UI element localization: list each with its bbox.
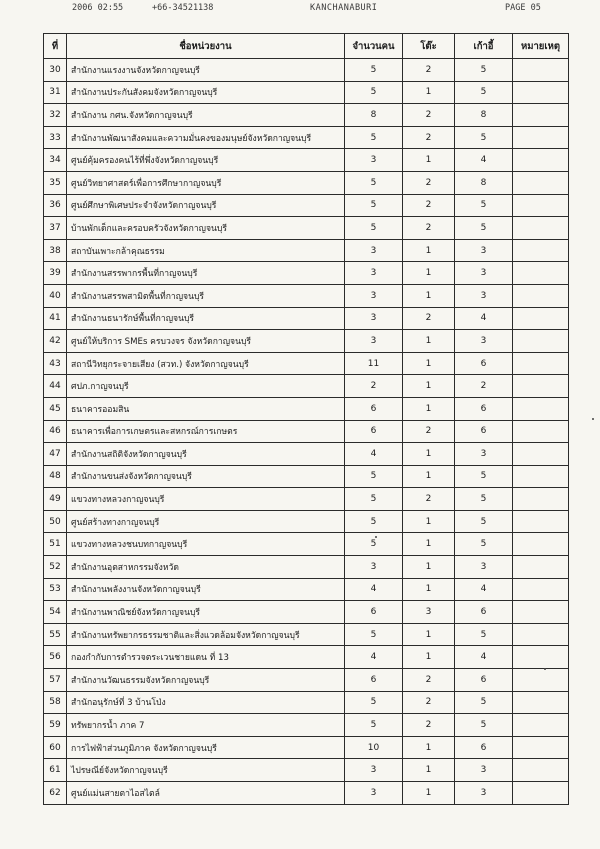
cell-agency-name: แขวงทางหลวงกาญจนบุรี — [67, 488, 345, 511]
cell-remarks — [513, 669, 569, 692]
cell-tables: 1 — [403, 239, 455, 262]
cell-agency-name: สำนักงานสรรพากรพื้นที่กาญจนบุรี — [67, 262, 345, 285]
cell-tables: 2 — [403, 194, 455, 217]
cell-chairs: 5 — [455, 510, 513, 533]
cell-agency-name: กองกำกับการตำรวจตระเวนชายแดน ที่ 13 — [67, 646, 345, 669]
cell-no: 61 — [44, 759, 67, 782]
cell-chairs: 3 — [455, 330, 513, 353]
cell-people: 6 — [345, 397, 403, 420]
cell-agency-name: สำนักงานประกันสังคมจังหวัดกาญจนบุรี — [67, 81, 345, 104]
cell-chairs: 5 — [455, 217, 513, 240]
cell-no: 44 — [44, 375, 67, 398]
cell-agency-name: สำนักอนุรักษ์ที่ 3 บ้านโป่ง — [67, 691, 345, 714]
cell-remarks — [513, 465, 569, 488]
cell-people: 5 — [345, 465, 403, 488]
cell-agency-name: สำนักงานพัฒนาสังคมและความมั่นคงของมนุษย์จังหวัดกาญจนบุรี — [67, 126, 345, 149]
cell-no: 52 — [44, 556, 67, 579]
table-row — [44, 104, 569, 127]
cell-agency-name: แขวงทางหลวงชนบทกาญจนบุรี — [67, 533, 345, 556]
cell-no: 36 — [44, 194, 67, 217]
table-row — [44, 397, 569, 420]
cell-remarks — [513, 488, 569, 511]
cell-chairs: 3 — [455, 239, 513, 262]
cell-no: 35 — [44, 171, 67, 194]
cell-people: 3 — [345, 284, 403, 307]
cell-no: 40 — [44, 284, 67, 307]
table-row — [44, 262, 569, 285]
cell-remarks — [513, 601, 569, 624]
cell-chairs: 3 — [455, 284, 513, 307]
cell-remarks — [513, 759, 569, 782]
cell-chairs: 6 — [455, 601, 513, 624]
cell-tables: 1 — [403, 736, 455, 759]
cell-remarks — [513, 352, 569, 375]
cell-agency-name: ไปรษณีย์จังหวัดกาญจนบุรี — [67, 759, 345, 782]
cell-chairs: 2 — [455, 375, 513, 398]
cell-agency-name: ทรัพยากรน้ำ ภาค 7 — [67, 714, 345, 737]
cell-tables: 2 — [403, 714, 455, 737]
cell-no: 55 — [44, 623, 67, 646]
column-header-remarks: หมายเหตุ — [513, 34, 569, 59]
table-row — [44, 217, 569, 240]
cell-tables: 2 — [403, 217, 455, 240]
cell-agency-name: ศูนย์ให้บริการ SMEs ครบวงจร จังหวัดกาญจนบุรี — [67, 330, 345, 353]
cell-tables: 1 — [403, 533, 455, 556]
column-header-tables: โต๊ะ — [403, 34, 455, 59]
table-row — [44, 510, 569, 533]
cell-chairs: 5 — [455, 533, 513, 556]
cell-people: 5 — [345, 691, 403, 714]
table-row — [44, 149, 569, 172]
cell-agency-name: สำนักงานพลังงานจังหวัดกาญจนบุรี — [67, 578, 345, 601]
cell-people: 2 — [345, 375, 403, 398]
cell-remarks — [513, 782, 569, 805]
cell-agency-name: สำนักงานแรงงานจังหวัดกาญจนบุรี — [67, 59, 345, 82]
cell-people: 5 — [345, 714, 403, 737]
cell-agency-name: ศูนย์สร้างทางกาญจนบุรี — [67, 510, 345, 533]
cell-tables: 1 — [403, 510, 455, 533]
cell-agency-name: สำนักงานสรรพสามิตพื้นที่กาญจนบุรี — [67, 284, 345, 307]
cell-tables: 1 — [403, 759, 455, 782]
cell-tables: 1 — [403, 578, 455, 601]
cell-remarks — [513, 420, 569, 443]
cell-no: 49 — [44, 488, 67, 511]
cell-people: 5 — [345, 510, 403, 533]
cell-agency-name: บ้านพักเด็กและครอบครัวจังหวัดกาญจนบุรี — [67, 217, 345, 240]
cell-agency-name: สถานีวิทยุกระจายเสียง (สวท.) จังหวัดกาญจนบุรี — [67, 352, 345, 375]
table-body — [44, 59, 569, 805]
cell-tables: 2 — [403, 307, 455, 330]
cell-tables: 1 — [403, 465, 455, 488]
cell-chairs: 5 — [455, 126, 513, 149]
cell-people: 3 — [345, 307, 403, 330]
cell-people: 3 — [345, 782, 403, 805]
cell-tables: 2 — [403, 59, 455, 82]
cell-people: 3 — [345, 239, 403, 262]
cell-chairs: 3 — [455, 443, 513, 466]
cell-no: 43 — [44, 352, 67, 375]
cell-no: 42 — [44, 330, 67, 353]
cell-remarks — [513, 646, 569, 669]
cell-tables: 1 — [403, 262, 455, 285]
cell-remarks — [513, 284, 569, 307]
cell-chairs: 6 — [455, 420, 513, 443]
cell-remarks — [513, 578, 569, 601]
cell-remarks — [513, 59, 569, 82]
cell-chairs: 4 — [455, 646, 513, 669]
cell-remarks — [513, 217, 569, 240]
cell-remarks — [513, 239, 569, 262]
table-row — [44, 465, 569, 488]
cell-no: 30 — [44, 59, 67, 82]
fax-location: KANCHANABURI — [310, 3, 378, 13]
cell-tables: 2 — [403, 488, 455, 511]
cell-tables: 2 — [403, 171, 455, 194]
cell-tables: 1 — [403, 330, 455, 353]
cell-chairs: 5 — [455, 691, 513, 714]
cell-tables: 1 — [403, 556, 455, 579]
cell-remarks — [513, 375, 569, 398]
cell-agency-name: ศปภ.กาญจนบุรี — [67, 375, 345, 398]
cell-no: 54 — [44, 601, 67, 624]
cell-chairs: 3 — [455, 262, 513, 285]
table-row — [44, 669, 569, 692]
cell-remarks — [513, 307, 569, 330]
fax-page-number: PAGE 05 — [505, 3, 541, 13]
cell-agency-name: สำนักงานทรัพยากรธรรมชาติและสิ่งแวดล้อมจังหวัดกาญจนบุรี — [67, 623, 345, 646]
cell-no: 51 — [44, 533, 67, 556]
table-row — [44, 375, 569, 398]
fax-date-time: 2006 02:55 — [72, 3, 124, 13]
table-row — [44, 284, 569, 307]
cell-remarks — [513, 126, 569, 149]
cell-chairs: 5 — [455, 465, 513, 488]
cell-people: 6 — [345, 601, 403, 624]
cell-chairs: 8 — [455, 171, 513, 194]
cell-chairs: 5 — [455, 81, 513, 104]
cell-people: 3 — [345, 759, 403, 782]
cell-agency-name: สำนักงานพาณิชย์จังหวัดกาญจนบุรี — [67, 601, 345, 624]
cell-people: 8 — [345, 104, 403, 127]
cell-people: 3 — [345, 262, 403, 285]
cell-remarks — [513, 533, 569, 556]
cell-chairs: 4 — [455, 578, 513, 601]
cell-tables: 1 — [403, 284, 455, 307]
cell-chairs: 5 — [455, 714, 513, 737]
cell-people: 5 — [345, 81, 403, 104]
cell-tables: 2 — [403, 126, 455, 149]
table-row — [44, 126, 569, 149]
cell-tables: 1 — [403, 646, 455, 669]
cell-remarks — [513, 149, 569, 172]
table-header-row — [44, 34, 569, 59]
cell-remarks — [513, 104, 569, 127]
table-row — [44, 307, 569, 330]
cell-people: 3 — [345, 556, 403, 579]
table-row — [44, 171, 569, 194]
cell-agency-name: ธนาคารออมสิน — [67, 397, 345, 420]
table-row — [44, 714, 569, 737]
cell-people: 11 — [345, 352, 403, 375]
cell-chairs: 8 — [455, 104, 513, 127]
cell-people: 4 — [345, 578, 403, 601]
column-header-people: จำนวนคน — [345, 34, 403, 59]
cell-people: 3 — [345, 149, 403, 172]
cell-agency-name: ศูนย์วิทยาศาสตร์เพื่อการศึกษากาญจนบุรี — [67, 171, 345, 194]
cell-no: 48 — [44, 465, 67, 488]
cell-no: 45 — [44, 397, 67, 420]
cell-chairs: 6 — [455, 352, 513, 375]
cell-people: 4 — [345, 646, 403, 669]
table-row — [44, 601, 569, 624]
cell-people: 4 — [345, 443, 403, 466]
cell-remarks — [513, 510, 569, 533]
cell-no: 33 — [44, 126, 67, 149]
table-row — [44, 556, 569, 579]
cell-people: 5 — [345, 59, 403, 82]
cell-no: 60 — [44, 736, 67, 759]
table-row — [44, 443, 569, 466]
cell-no: 38 — [44, 239, 67, 262]
table-row — [44, 578, 569, 601]
cell-chairs: 4 — [455, 149, 513, 172]
cell-chairs: 4 — [455, 307, 513, 330]
cell-people: 5 — [345, 623, 403, 646]
table-row — [44, 533, 569, 556]
cell-remarks — [513, 556, 569, 579]
cell-no: 62 — [44, 782, 67, 805]
scan-speck — [375, 536, 377, 538]
cell-no: 37 — [44, 217, 67, 240]
cell-agency-name: สำนักงาน กศน.จังหวัดกาญจนบุรี — [67, 104, 345, 127]
cell-people: 5 — [345, 217, 403, 240]
scan-speck — [592, 418, 594, 420]
cell-agency-name: ศูนย์คุ้มครองคนไร้ที่พึ่งจังหวัดกาญจนบุรี — [67, 149, 345, 172]
cell-tables: 2 — [403, 691, 455, 714]
fax-phone-number: +66-34521138 — [152, 3, 214, 13]
cell-people: 5 — [345, 533, 403, 556]
table-row — [44, 623, 569, 646]
cell-chairs: 5 — [455, 488, 513, 511]
cell-no: 56 — [44, 646, 67, 669]
cell-chairs: 5 — [455, 59, 513, 82]
cell-people: 3 — [345, 330, 403, 353]
cell-tables: 2 — [403, 669, 455, 692]
cell-remarks — [513, 262, 569, 285]
cell-no: 32 — [44, 104, 67, 127]
cell-tables: 1 — [403, 352, 455, 375]
cell-remarks — [513, 194, 569, 217]
table-row — [44, 59, 569, 82]
cell-remarks — [513, 171, 569, 194]
cell-tables: 1 — [403, 782, 455, 805]
table-row — [44, 691, 569, 714]
cell-no: 50 — [44, 510, 67, 533]
cell-agency-name: การไฟฟ้าส่วนภูมิภาค จังหวัดกาญจนบุรี — [67, 736, 345, 759]
cell-agency-name: สำนักงานขนส่งจังหวัดกาญจนบุรี — [67, 465, 345, 488]
fax-header — [0, 0, 600, 22]
cell-no: 57 — [44, 669, 67, 692]
cell-no: 31 — [44, 81, 67, 104]
cell-tables: 1 — [403, 149, 455, 172]
cell-tables: 2 — [403, 104, 455, 127]
cell-no: 58 — [44, 691, 67, 714]
cell-people: 6 — [345, 420, 403, 443]
cell-agency-name: สำนักงานวัฒนธรรมจังหวัดกาญจนบุรี — [67, 669, 345, 692]
table-row — [44, 194, 569, 217]
cell-people: 10 — [345, 736, 403, 759]
scan-speck — [544, 668, 546, 670]
column-header-agency-name: ชื่อหน่วยงาน — [67, 34, 345, 59]
table-row — [44, 352, 569, 375]
table-row — [44, 239, 569, 262]
cell-agency-name: สถาบันเพาะกล้าคุณธรรม — [67, 239, 345, 262]
cell-remarks — [513, 736, 569, 759]
table-row — [44, 736, 569, 759]
table-row — [44, 488, 569, 511]
column-header-chairs: เก้าอี้ — [455, 34, 513, 59]
cell-people: 6 — [345, 669, 403, 692]
cell-no: 46 — [44, 420, 67, 443]
column-header-no: ที่ — [44, 34, 67, 59]
cell-people: 5 — [345, 488, 403, 511]
cell-chairs: 6 — [455, 669, 513, 692]
cell-remarks — [513, 714, 569, 737]
table-row — [44, 782, 569, 805]
cell-tables: 1 — [403, 397, 455, 420]
cell-no: 41 — [44, 307, 67, 330]
cell-chairs: 3 — [455, 556, 513, 579]
cell-no: 34 — [44, 149, 67, 172]
table-row — [44, 81, 569, 104]
cell-no: 59 — [44, 714, 67, 737]
cell-chairs: 6 — [455, 397, 513, 420]
cell-agency-name: ศูนย์แม่นสายตาไอสไตล์ — [67, 782, 345, 805]
cell-chairs: 5 — [455, 194, 513, 217]
cell-chairs: 3 — [455, 782, 513, 805]
cell-agency-name: สำนักงานสถิติจังหวัดกาญจนบุรี — [67, 443, 345, 466]
agency-allocation-table — [43, 33, 569, 805]
cell-tables: 3 — [403, 601, 455, 624]
table-row — [44, 646, 569, 669]
cell-remarks — [513, 330, 569, 353]
cell-agency-name: สำนักงานธนารักษ์พื้นที่กาญจนบุรี — [67, 307, 345, 330]
cell-no: 39 — [44, 262, 67, 285]
cell-agency-name: ศูนย์ศึกษาพิเศษประจำจังหวัดกาญจนบุรี — [67, 194, 345, 217]
cell-agency-name: สำนักงานอุตสาหกรรมจังหวัด — [67, 556, 345, 579]
cell-tables: 1 — [403, 81, 455, 104]
cell-remarks — [513, 81, 569, 104]
cell-people: 5 — [345, 126, 403, 149]
cell-chairs: 6 — [455, 736, 513, 759]
cell-chairs: 5 — [455, 623, 513, 646]
cell-remarks — [513, 443, 569, 466]
cell-remarks — [513, 691, 569, 714]
cell-remarks — [513, 397, 569, 420]
cell-chairs: 3 — [455, 759, 513, 782]
cell-tables: 2 — [403, 420, 455, 443]
cell-tables: 1 — [403, 443, 455, 466]
table-row — [44, 330, 569, 353]
cell-tables: 1 — [403, 375, 455, 398]
cell-agency-name: ธนาคารเพื่อการเกษตรและสหกรณ์การเกษตร — [67, 420, 345, 443]
cell-tables: 1 — [403, 623, 455, 646]
table-row — [44, 759, 569, 782]
table-row — [44, 420, 569, 443]
cell-no: 53 — [44, 578, 67, 601]
cell-remarks — [513, 623, 569, 646]
cell-people: 5 — [345, 171, 403, 194]
cell-no: 47 — [44, 443, 67, 466]
cell-people: 5 — [345, 194, 403, 217]
